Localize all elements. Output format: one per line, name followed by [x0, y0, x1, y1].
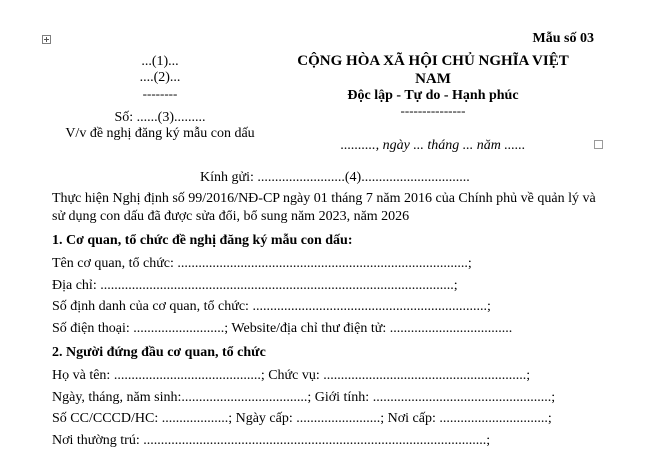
national-motto: Độc lập - Tự do - Hạnh phúc: [347, 88, 519, 103]
section-2-heading: 2. Người đứng đầu cơ quan, tổ chức: [52, 345, 266, 360]
right-header: [278, 52, 588, 154]
form-number: Mẫu số 03: [532, 31, 594, 46]
address-field: Địa chỉ: .....................................................................................................;: [52, 278, 458, 293]
agency-line-2: ....(2)...: [139, 70, 181, 85]
table-move-handle-icon[interactable]: [42, 35, 51, 44]
left-divider: --------: [142, 86, 178, 101]
document-number: Số: ......(3).........: [114, 110, 206, 125]
country-name: CỘNG HÒA XÃ HỘI CHỦ NGHĨA VIỆT NAM: [297, 53, 569, 87]
org-name-field: Tên cơ quan, tổ chức: ...................................................................................;: [52, 256, 472, 271]
intro-line-1: Thực hiện Nghị định số 99/2016/NĐ-CP ngày 01 tháng 7 năm 2016 của Chính phủ về quản lý và: [52, 191, 596, 206]
residence-field-cutoff: Nơi thường trú: ..................................................................................................;: [52, 433, 491, 448]
dob-gender-field: Ngày, tháng, năm sinh:....................................; Giới tính: ...................................................;: [52, 390, 556, 405]
document-subject: V/v đề nghị đăng ký mẫu con dấu: [65, 126, 255, 141]
recipient-line: Kính gửi: .........................(4)...............................: [200, 170, 470, 185]
table-resize-handle[interactable]: [594, 140, 603, 149]
intro-line-2: sử dụng con dấu đã được sửa đổi, bổ sung năm 2023, năm 2026: [52, 209, 410, 224]
left-header: [40, 54, 280, 142]
section-1-heading: 1. Cơ quan, tổ chức đề nghị đăng ký mẫu con dấu:: [52, 233, 353, 248]
agency-line-1: ...(1)...: [141, 54, 179, 69]
phone-website-field: Số điện thoại: ..........................; Website/địa chỉ thư điện tử: ...................................: [52, 321, 513, 336]
right-divider: ---------------: [400, 103, 466, 118]
date-line: .........., ngày ... tháng ... năm ......: [340, 138, 526, 153]
id-card-field: Số CC/CCCD/HC: ...................; Ngày cấp: ........................; Nơi cấp: ...............................;: [52, 411, 552, 426]
fullname-position-field: Họ và tên: ..........................................; Chức vụ: ..........................................................;: [52, 368, 531, 383]
org-id-field: Số định danh của cơ quan, tổ chức: ...................................................................;: [52, 299, 491, 314]
